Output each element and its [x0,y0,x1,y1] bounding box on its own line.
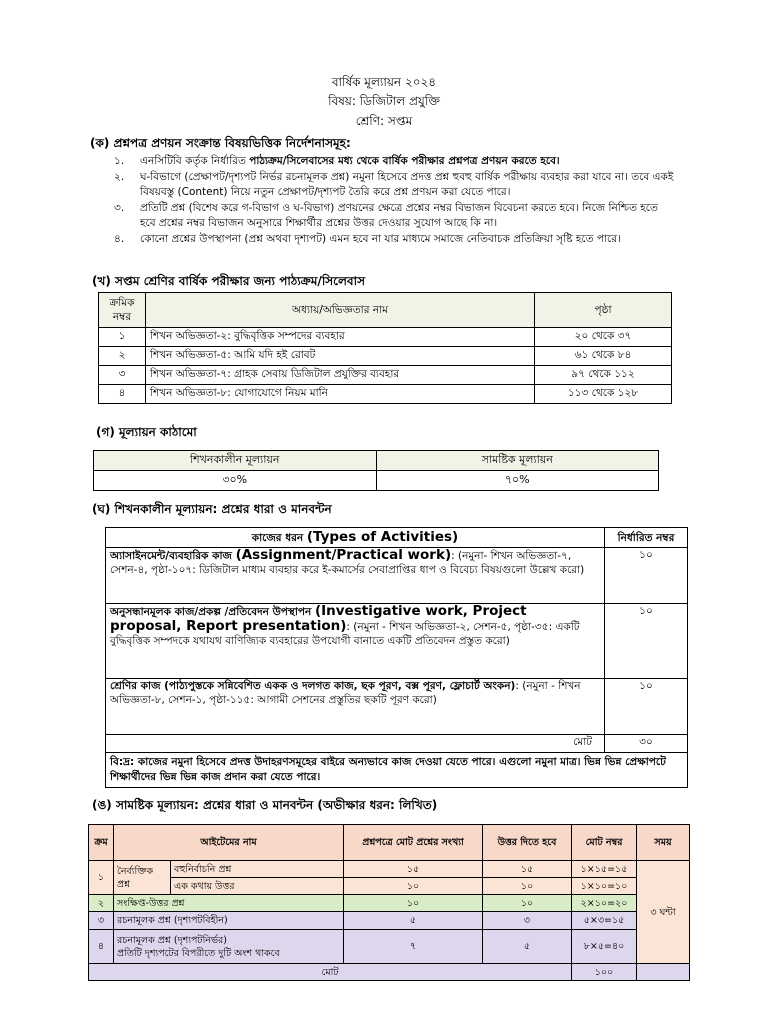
section-d-heading: (ঘ) শিখনকালীন মূল্যায়ন: প্রশ্নের ধারা ও মানবন্টন [92,502,332,516]
column-header-formative: শিখনকালীন মূল্যায়ন [94,451,377,471]
objective-label: নৈর্ব্যক্তিক প্রশ্ন [114,861,171,895]
row-item-name: সংক্ষিপ্ত-উত্তর প্রশ্ন [114,895,344,912]
instruction-text: প্রতিটি প্রশ্ন (বিশেষ করে গ-বিভাগ ও ঘ-বিভাগ) প্রণয়নের ক্ষেত্রে প্রশ্নের নম্বর বিভাজন বিবেচনা করতে হবে। নিজে নিশ্চিত হতে হবে প্রশ্নের নম্বর বিভাজন অনুসারে শিক্ষার্থীর প্রশ্নের উত্তর দেওয়ার সুযোগ আছে কি না। [140,202,658,229]
row-serial: ২ [99,347,146,366]
column-header-activity [106,528,605,548]
row-item-name-line2: প্রতিটি দৃশ্যপটের বিপরীতে দুটি অংশ থাকবে [117,947,280,959]
row-total-questions: ১০ [344,878,483,895]
row-chapter: শিখন অভিজ্ঞতা-৭: গ্রাহক সেবায় ডিজিটাল প্রযুক্তির ব্যবহার [146,366,535,385]
column-header-marks: নির্ধারিত নম্বর [605,528,688,548]
column-header-time: সময় [637,825,690,861]
document-title: বার্ষিক মূল্যায়ন ২০২৪ [331,75,437,89]
row-serial: ২ [89,895,114,912]
row-answer: ১৫ [483,861,572,878]
column-header-summative: সামষ্টিক মূল্যায়ন [376,451,659,471]
activity-title: অনুসন্ধানমূলক কাজ/প্রকল্প /প্রতিবেদন উপস্থাপন [110,606,315,618]
row-marks: ৮×৫=৪০ [572,930,637,964]
column-header-serial: ক্রমিক নম্বর [99,293,146,328]
column-header-total-questions: প্রশ্নপত্রে মোট প্রশ্নের সংখ্যা [344,825,483,861]
row-marks: ২×১০=২০ [572,895,637,912]
row-answer: ১০ [483,878,572,895]
row-chapter: শিখন অভিজ্ঞতা-২: বুদ্ধিবৃত্তিক সম্পদের ব্যবহার [146,328,535,347]
instruction-list [114,154,674,263]
row-serial: ১ [89,861,114,895]
column-header-pages: পৃষ্ঠা [535,293,672,328]
document-class: শ্রেণি: সপ্তম [355,114,413,128]
instruction-text: কোনো প্রশ্নের উপস্থাপনা (প্রশ্ন অথবা দৃশ্যপট) এমন হবে না যার মাধ্যমে সমাজে নেতিবাচক প্রতিক্রিয়া সৃষ্টি হতে পারে। [140,233,621,245]
document-subject: বিষয়: ডিজিটাল প্রযুক্তি [328,94,440,108]
table-row [89,912,690,930]
formative-percent: ৩০% [94,471,377,491]
table-header-row [106,528,688,548]
instruction-item [114,232,674,263]
table-row [89,895,690,912]
activity-marks: ১০ [605,679,688,735]
row-serial: ৩ [89,912,114,930]
row-marks: ১×১৫=১৫ [572,861,637,878]
total-row [106,735,688,753]
table-row [89,861,690,878]
table-row [99,328,672,347]
row-pages: ৬১ থেকে ৮৪ [535,347,672,366]
row-serial: ১ [99,328,146,347]
column-header-marks: মোট নম্বর [572,825,637,861]
instruction-item [114,154,674,170]
formative-activities-table [105,527,688,788]
activity-title-en: (Assignment/Practical work) [235,547,452,563]
table-row [99,366,672,385]
total-time-empty [637,964,690,981]
table-row [106,679,688,735]
activity-title: শ্রেণির কাজ (পাঠ্যপুস্তকে সন্নিবেশিত একক ও দলগত কাজ, ছক পূরণ, বক্স পূরণ, ফ্লোচার্ট অংকন) [110,680,516,692]
table-header-row [94,451,659,471]
column-header-answer: উত্তর দিতে হবে [483,825,572,861]
activity-marks: ১০ [605,604,688,679]
instruction-number: ৩. [114,202,125,214]
column-header-activity-bn: কাজের ধরন [251,532,307,544]
table-row [99,385,672,404]
column-header-activity-en: (Types of Activities) [306,529,459,545]
activity-cell [106,548,605,604]
row-answer: ১০ [483,895,572,912]
row-serial: ৩ [99,366,146,385]
column-header-serial: ক্রম [89,825,114,861]
note-row [106,753,688,788]
section-e-heading: (ঙ) সামষ্টিক মূল্যায়ন: প্রশ্নের ধারা ও মানবন্টন (অভীক্ষার ধরন: লিখিত) [92,798,438,812]
assessment-framework-table [93,450,659,491]
table-header-row [99,293,672,328]
row-total-questions: ১০ [344,895,483,912]
activity-cell [106,679,605,735]
total-label: মোট [106,735,605,753]
summative-percent: ৭০% [376,471,659,491]
total-marks: ১০০ [572,964,637,981]
instruction-number: ১. [114,155,125,167]
instruction-number: ৪. [114,233,125,245]
row-answer: ৫ [483,930,572,964]
summative-assessment-table [88,824,690,981]
row-serial: ৪ [99,385,146,404]
instruction-text: ঘ-বিভাগে (প্রেক্ষাপট/দৃশ্যপট নির্ভর রচনামূলক প্রশ্ন) নমুনা হিসেবে প্রদত্ত প্রশ্ন হুবহু বার্ষিক পরীক্ষায় ব্যবহার করা যাবে না। তবে একই বিষয়বস্তু (Content) নিয়ে নতুন প্রেক্ষাপট/দৃশ্যপট তৈরি করে প্রশ্ন প্রণয়ন করা যেতে পারে। [140,171,674,198]
instruction-number: ২. [114,171,125,183]
table-row [106,548,688,604]
instruction-item [114,170,674,201]
row-item-name-line1: রচনামূলক প্রশ্ন (দৃশ্যপটনির্ভর) [117,934,227,946]
exam-duration: ৩ ঘন্টা [637,861,690,964]
row-marks: ৫×৩=১৫ [572,912,637,930]
column-header-item: আইটেমের নাম [114,825,344,861]
row-pages: ৯৭ থেকে ১১২ [535,366,672,385]
row-pages: ২০ থেকে ৩৭ [535,328,672,347]
activity-cell [106,604,605,679]
note-text: বি:দ্র: কাজের নমুনা হিসেবে প্রদত্ত উদাহরণসমূহের বাইরে অন্যভাবে কাজ দেওয়া যেতে পারে। এগুলো নমুনা মাত্র। ভিন্ন ভিন্ন প্রেক্ষাপটে শিক্ষার্থীদের ভিন্ন ভিন্ন কাজ প্রদান করা যেতে পারে। [106,753,688,788]
column-header-chapter: অধ্যায়/অভিজ্ঞতার নাম [146,293,535,328]
table-row [106,604,688,679]
activity-marks: ১০ [605,548,688,604]
instruction-bold-text: পাঠ্যক্রম/সিলেবাসের মধ্য থেকে বার্ষিক পরীক্ষার প্রশ্নপত্র প্রণয়ন করতে হবে। [249,155,560,167]
row-total-questions: ১৫ [344,861,483,878]
table-row [89,878,690,895]
row-item-name [114,930,344,964]
row-item-name: বহুনির্বাচনি প্রশ্ন [171,861,344,878]
table-row [89,930,690,964]
activity-title-en: (Investigative work, Project proposal, Report presentation) [110,603,527,634]
row-chapter: শিখন অভিজ্ঞতা-৫: আমি যদি হই রোবট [146,347,535,366]
row-answer: ৩ [483,912,572,930]
table-row [99,347,672,366]
instruction-text: এনসিটিবি কর্তৃক নির্ধারিত [140,155,250,167]
total-label: মোট [89,964,572,981]
total-marks: ৩০ [605,735,688,753]
row-total-questions: ৫ [344,912,483,930]
row-pages: ১১৩ থেকে ১২৮ [535,385,672,404]
table-header-row [89,825,690,861]
activity-title: অ্যাসাইনমেন্ট/ব্যবহারিক কাজ [110,550,236,562]
section-b-heading: (খ) সপ্তম শ্রেণির বার্ষিক পরীক্ষার জন্য পাঠ্যক্রম/সিলেবাস [92,274,366,288]
activity-example: : (নমুনা - শিখন অভিজ্ঞতা-২, সেশন-৫, পৃষ্ঠা-৩৫: একটি বুদ্ধিবৃত্তিক সম্পদকে যথাযথ বাণিজ্যিক ব্যবহারের উপযোগী বানাতে একটি প্রতিবেদন প্রস্তুত করো) [110,621,580,647]
section-a-heading: (ক) প্রশ্নপত্র প্রণয়ন সংক্রান্ত বিষয়ভিত্তিক নির্দেশনাসমূহ: [90,136,351,150]
row-chapter: শিখন অভিজ্ঞতা-৮: যোগাযোগে নিয়ম মানি [146,385,535,404]
row-serial: ৪ [89,930,114,964]
syllabus-table [98,292,672,404]
row-item-name: এক কথায় উত্তর [171,878,344,895]
section-c-heading: (গ) মূল্যায়ন কাঠামো [96,425,197,439]
activity-example: : (নমুনা - শিখন অভিজ্ঞতা-৮, সেশন-১, পৃষ্ঠা-১১৫: আগামী সেশনের প্রস্তুতির ছকটি পূরণ করো) [110,680,581,706]
activity-example: : (নমুনা- শিখন অভিজ্ঞতা-৭, সেশন-৪, পৃষ্ঠা-১০৭: ডিজিটাল মাধ্যম ব্যবহার করে ই-কমার্সের সেবাপ্রাপ্তির ধাপ ও বিবেচ্য বিষয়গুলো উল্লেখ করো) [110,550,585,576]
instruction-item [114,201,674,232]
total-row [89,964,690,981]
row-total-questions: ৭ [344,930,483,964]
table-row [94,471,659,491]
row-marks: ১×১০=১০ [572,878,637,895]
row-item-name: রচনামূলক প্রশ্ন (দৃশ্যপটবিহীন) [114,912,344,930]
